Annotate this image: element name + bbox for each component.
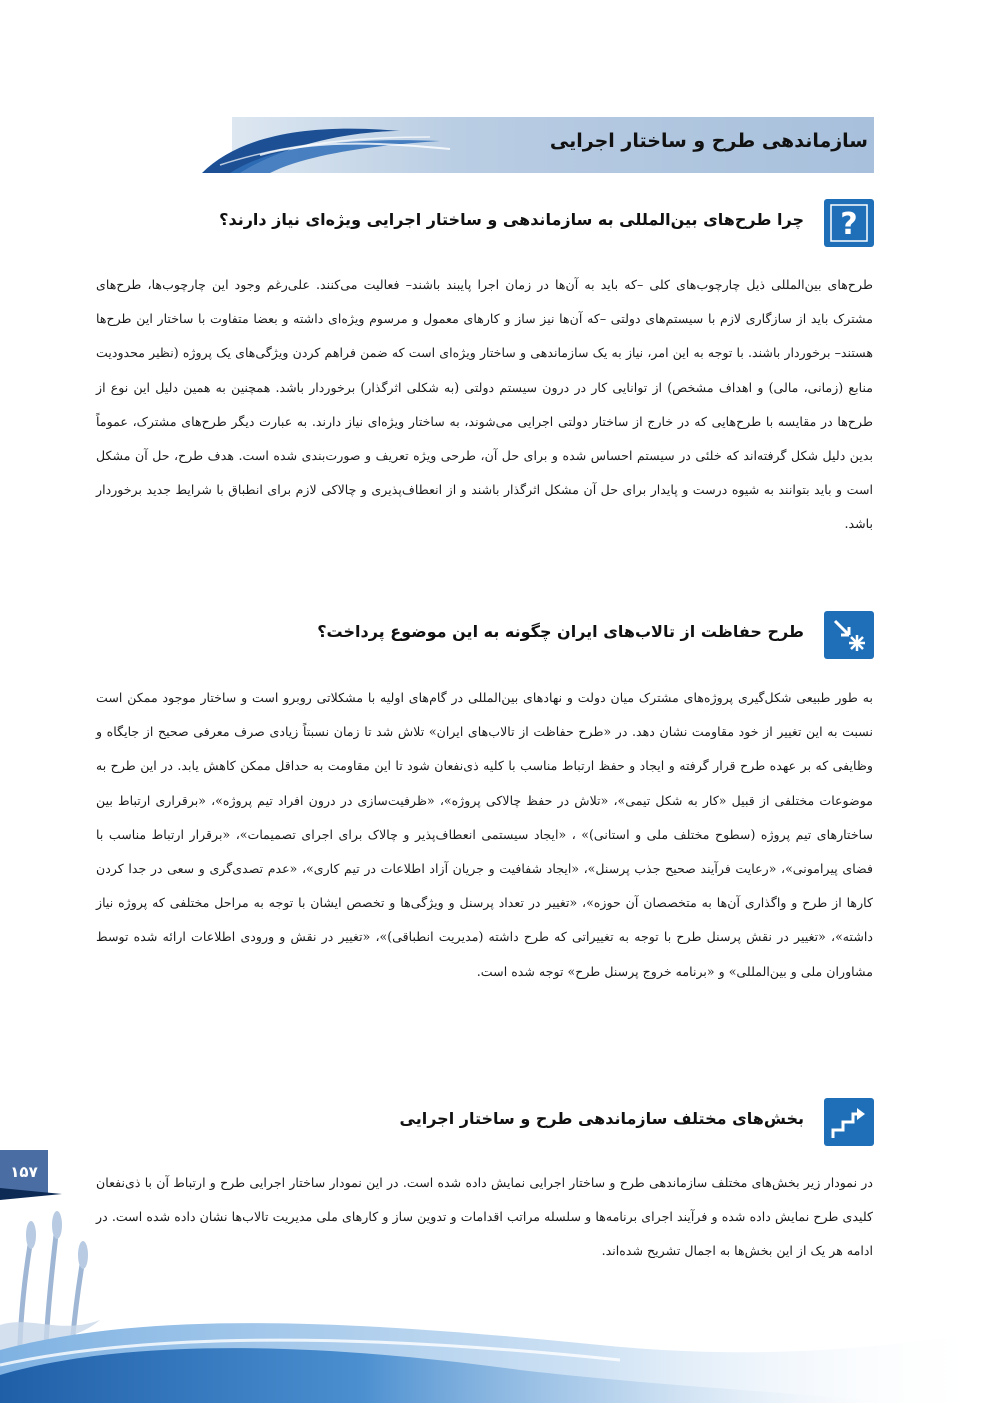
page-number-accent: [0, 1188, 62, 1200]
snowflake-arrow-icon: [824, 611, 874, 659]
section-title-1: چرا طرح‌های بین‌المللی به سازماندهی و ساختار اجرایی ویژه‌ای نیاز دارند؟: [219, 210, 804, 229]
section-body-3: در نمودار زیر بخش‌های مختلف سازماندهی طرح و ساختار اجرایی نمایش داده شده است. در این نمودار ساختار اجرایی طرح و ارتباط آن با ذی‌نفعان کلیدی طرح نمایش داده شده و فرآیند اجرای برنامه‌ها و سلسله مراتب اقدامات و تدوین ساز و کارهای ملی مدیریت تالاب‌ها نشان داده شده است. در ادامه هر یک از این بخش‌ها به اجمال تشریح شده‌اند.: [96, 1175, 873, 1259]
page-header-title: سازماندهی طرح و ساختار اجرایی: [549, 130, 868, 152]
page-number: ۱۵۷: [0, 1150, 48, 1194]
section-body-1: طرح‌های بین‌المللی ذیل چارچوب‌های کلی –که باید به آن‌ها در زمان اجرا پایبند باشند– فعالیت می‌کنند. علی‌رغم وجود این چارچوب‌ها، طرح‌های مشترک باید از سازگاری لازم با سیستم‌های دولتی –که آن‌ها نیز ساز و کارهای معمول و مرسوم ویژه‌ای داشته و بعضا متفاوت با ساختار این طرح‌ها هستند– برخوردار باشند. با توجه به این امر، نیاز به یک سازماندهی و ساختار ویژه‌ای است که ضمن فراهم کردن ویژگی‌های یک پروژه (نظیر محدودیت منابع (زمانی، مالی) و اهداف مشخص) از توانایی کار در درون سیستم دولتی (به شکلی اثرگذار) برخوردار باشد. همچنین به همین دلیل این نوع از طرح‌ها در مقایسه با طرح‌هایی که در خارج از ساختار دولتی اجرایی می‌شوند، به ساختار ویژه‌ای نیاز دارند. به عبارت دیگر طرح‌های مشترک، عموماً بدین دلیل شکل گرفته‌اند که خلئی در سیستم احساس شده و برای حل آن، طرحی ویژه تعریف و صورت‌بندی شده است. هدف طرح، حل آن مشکل است و باید بتوانند به شیوه درست و پایدار برای حل آن مشکل اثرگذار باشند و از انعطاف‌پذیری و چالاکی لازم برای انطباق با شرایط جدید برخوردار باشد.: [96, 277, 873, 532]
header-wave-decoration: [200, 115, 460, 177]
section-title-3: بخش‌های مختلف سازماندهی طرح و ساختار اجرایی: [399, 1109, 804, 1128]
section-body-2: به طور طبیعی شکل‌گیری پروژه‌های مشترک میان دولت و نهادهای بین‌المللی در گام‌های اولیه با مشکلاتی روبرو است و ساختار موجود ممکن است نسبت به این تغییر از خود مقاومت نشان دهد. در «طرح حفاظت از تالاب‌های ایران» تلاش شد تا زمان نسبتاً زیادی صرف معرفی صحیح از جایگاه و وظایفی که بر عهده طرح قرار گرفته و ایجاد و حفظ ارتباط مناسب با کلیه ذی‌نفعان شود تا این مقاومت به حداقل ممکن کاهش یابد. در این طرح به موضوعات مختلفی از قبیل «کار به شکل تیمی»، «تلاش در حفظ چالاکی پروژه»، «ظرفیت‌سازی در درون افراد تیم پروژه»، «برقراری ارتباط بین ساختارهای تیم پروژه (سطوح مختلف ملی و استانی)» ، «ایجاد سیستمی انعطاف‌پذیر و چالاک برای اجرای تصمیمات»، «برقرار ارتباط مناسب با فضای پیرامونی»، «رعایت فرآیند صحیح جذب پرسنل»، «ایجاد شفافیت و جریان آزاد اطلاعات در تیم کاری»، «عدم تصدی‌گری و سعی در جدا کردن کارها از طرح و واگذاری آن‌ها به متخصصان آن حوزه»، «تغییر در تعداد پرسنل و ویژگی‌ها و تخصص ایشان با توجه به مراحل مختلفی که پروژه نیاز داشته»، «تغییر در نقش پرسنل طرح با توجه به تغییراتی که طرح داشته (مدیریت انطباقی)»، «تغییر در نقش و ورودی اطلاعات ارائه شده توسط مشاوران ملی و بین‌المللی» و «برنامه خروج پرسنل طرح» توجه شده است.: [96, 690, 873, 979]
svg-text:?: ?: [840, 207, 858, 242]
stairs-arrow-icon: [824, 1098, 874, 1146]
bottom-wave-decoration: [0, 1290, 992, 1403]
section-title-2: طرح حفاظت از تالاب‌های ایران چگونه به این موضوع پرداخت؟: [317, 622, 804, 641]
question-mark-icon: [824, 199, 874, 247]
